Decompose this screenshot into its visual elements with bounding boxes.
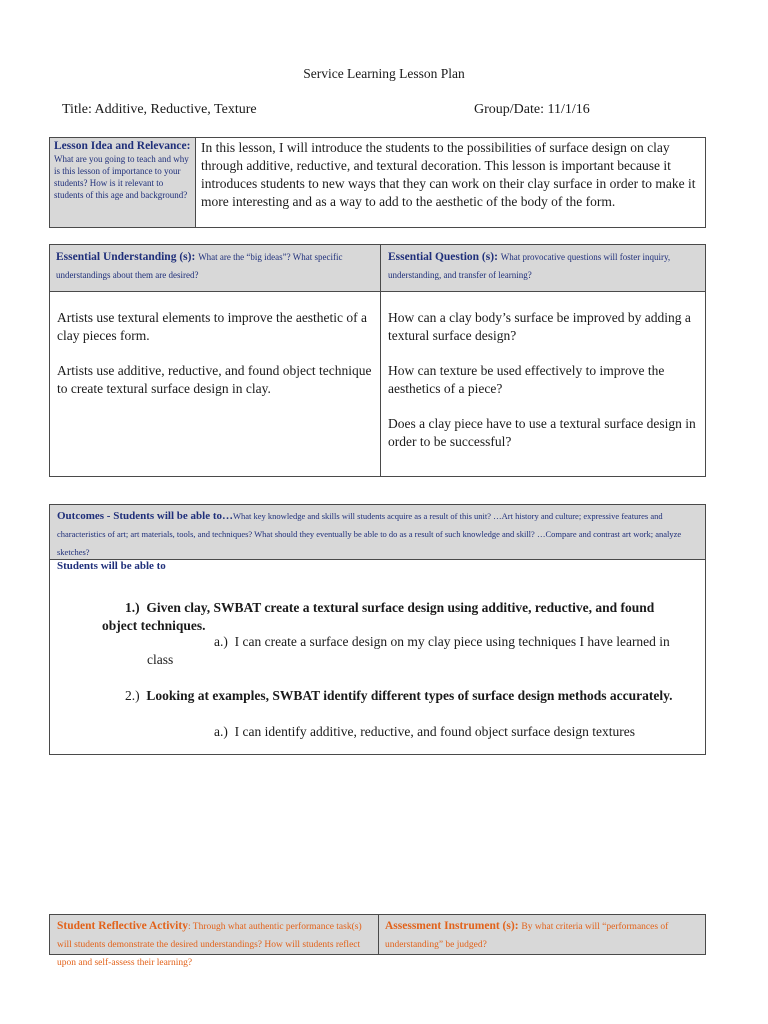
column-divider xyxy=(380,245,381,476)
question-header xyxy=(388,247,700,283)
outcome-text: Looking at examples, SWBAT identify different types of surface design methods accurately. xyxy=(146,688,673,703)
group-date: Group/Date: 11/1/16 xyxy=(474,102,590,117)
document-title: Service Learning Lesson Plan xyxy=(303,66,465,81)
outcome-sub-text: I can identify additive, reductive, and found object surface design textures xyxy=(234,724,635,739)
understanding-question-header-row xyxy=(50,245,705,292)
outcome-sub-item-1 xyxy=(147,633,692,669)
question-prompt: What provocative questions will foster inquiry, understanding, and transfer of learning? xyxy=(388,252,671,280)
question-heading: Essential Question (s): xyxy=(388,251,501,263)
reflective-activity-header xyxy=(50,915,379,968)
lesson-idea-header-cell xyxy=(50,138,196,227)
question-item: Does a clay piece have to use a textural surface design in order to be successful? xyxy=(388,416,696,449)
assessment-heading: Assessment Instrument (s): xyxy=(385,920,522,932)
outcome-text: Given clay, SWBAT create a textural surface design using additive, reductive, and found object techniques. xyxy=(102,600,655,633)
outcome-number: 1.) xyxy=(125,600,140,615)
reflective-heading: Student Reflective Activity xyxy=(57,920,188,932)
question-list xyxy=(388,309,700,468)
reflective-prompt: : Through what authentic performance task(s) will students demonstrate the desired understandings? How will students reflect upon and self-assess their learning? xyxy=(57,922,362,968)
outcome-sub-item-2 xyxy=(214,723,694,741)
outcomes-subheading: Students will be able to xyxy=(57,560,166,572)
outcomes-heading: Outcomes - Students will be able to… xyxy=(57,510,233,522)
lesson-title: Title: Additive, Reductive, Texture xyxy=(62,102,257,117)
understanding-heading: Essential Understanding (s): xyxy=(56,251,199,263)
outcome-sub-text: I can create a surface design on my clay piece using techniques I have learned in class xyxy=(147,634,670,667)
question-item: How can texture be used effectively to improve the aesthetics of a piece? xyxy=(388,363,665,396)
lesson-idea-table xyxy=(49,137,706,228)
reflection-assessment-table xyxy=(49,914,706,968)
question-item: How can a clay body’s surface be improved by adding a textural surface design? xyxy=(388,310,691,343)
outcome-sub-label: a.) xyxy=(214,724,228,739)
outcomes-table xyxy=(49,504,706,755)
outcomes-header xyxy=(50,505,705,572)
understanding-question-table xyxy=(49,244,706,477)
understanding-item: Artists use textural elements to improve the aesthetic of a clay pieces form. xyxy=(57,310,368,343)
outcomes-prompt: What key knowledge and skills will students acquire as a result of this unit? …Art history and culture; expressive features and characteristics of art; art materials, tools, and techniques? What should they eventually be able to do as a result of such knowledge and skill? …Compare and contrast art work; analyze sketches? xyxy=(57,511,682,557)
understanding-header xyxy=(56,247,374,283)
lesson-idea-prompt: What are you going to teach and why is this lesson of importance to your students? How is it relevant to students of this age and background? xyxy=(54,154,189,200)
outcome-number: 2.) xyxy=(125,688,140,703)
outcome-item-1 xyxy=(102,599,687,635)
understanding-item: Artists use additive, reductive, and found object technique to create textural surface design in clay. xyxy=(57,363,372,396)
outcome-item-2 xyxy=(102,687,687,705)
assessment-instrument-header xyxy=(379,915,705,954)
assessment-prompt: By what criteria will “performances of understanding” be judged? xyxy=(385,922,669,950)
outcome-sub-label: a.) xyxy=(214,634,228,649)
understanding-prompt: What are the “big ideas”? What specific understandings about them are desired? xyxy=(56,252,343,280)
understanding-list xyxy=(57,309,375,415)
lesson-idea-text: In this lesson, I will introduce the students to the possibilities of surface design on clay through additive, reductive, and textural decoration. This lesson is important because it introduces students to new ways that they can work on their clay surface in order to make it more interesting and as a way to add to the aesthetic of the body of the form. xyxy=(201,140,696,209)
lesson-idea-heading: Lesson Idea and Relevance: xyxy=(54,140,191,152)
